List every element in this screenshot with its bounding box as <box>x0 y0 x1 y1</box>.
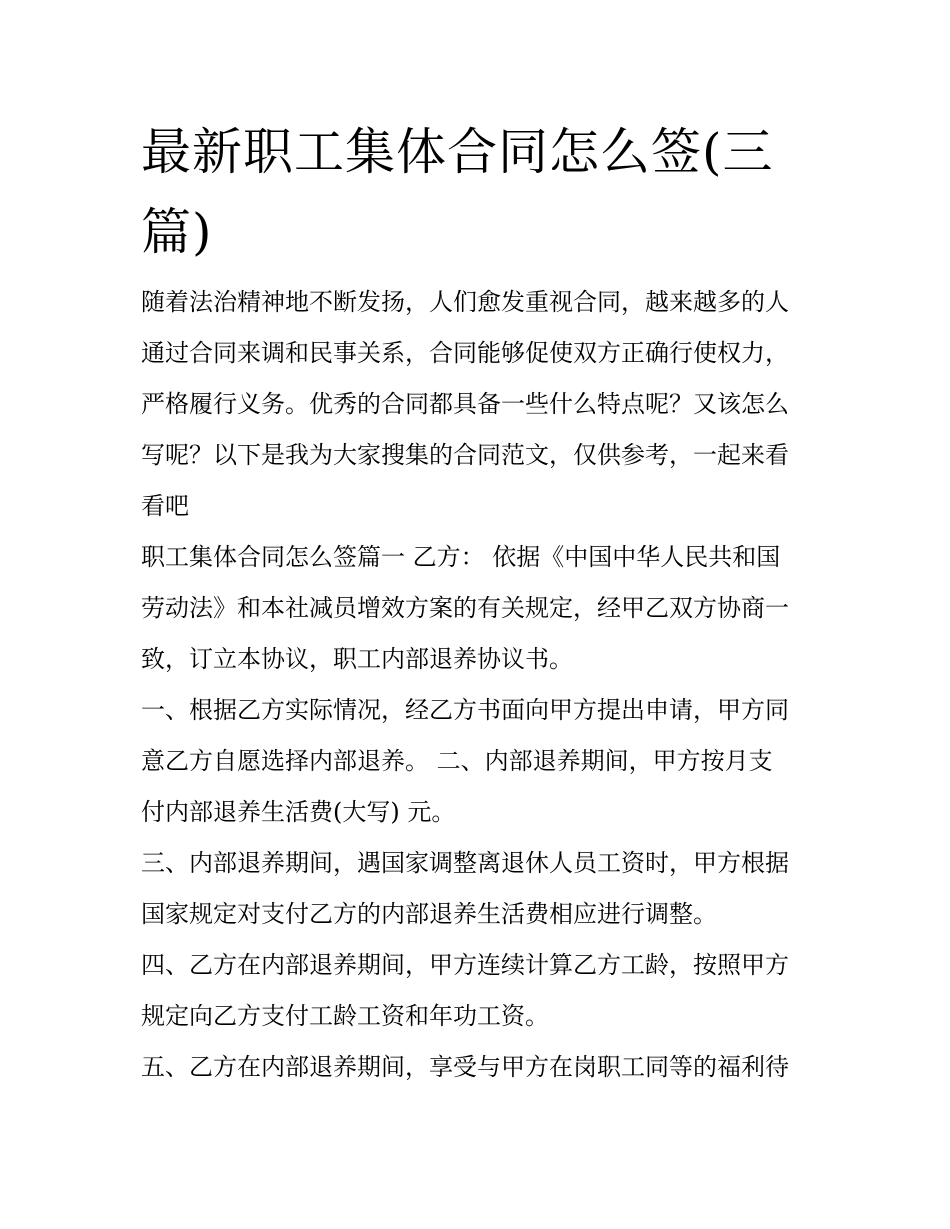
text-line: 严格履行义务。优秀的合同都具备一些什么特点呢？又该怎么 <box>141 390 789 418</box>
text-line: 规定向乙方支付工龄工资和年功工资。 <box>141 1002 549 1030</box>
text-line: 付内部退养生活费(大写) 元。 <box>141 798 456 826</box>
text-line: 意乙方自愿选择内部退养。 二、内部退养期间，甲方按月支 <box>141 747 773 775</box>
text-line: 通过合同来调和民事关系，合同能够促使双方正确行使权力， <box>141 339 789 367</box>
text-line: 致，订立本协议，职工内部退养协议书。 <box>141 645 573 673</box>
document-title <box>141 112 821 272</box>
text-line: 五、乙方在内部退养期间，享受与甲方在岗职工同等的福利待 <box>141 1053 789 1081</box>
text-line: 三、内部退养期间，遇国家调整离退休人员工资时，甲方根据 <box>141 849 789 877</box>
text-line: 职工集体合同怎么签篇一 乙方： 依据《中国中华人民共和国 <box>141 543 781 571</box>
title-line-1: 最新职工集体合同怎么签(三 <box>141 123 774 181</box>
text-line: 国家规定对支付乙方的内部退养生活费相应进行调整。 <box>141 900 717 928</box>
paragraph-clause-3 <box>141 838 813 940</box>
text-line: 随着法治精神地不断发扬，人们愈发重视合同，越来越多的人 <box>141 288 789 316</box>
text-line: 四、乙方在内部退养期间，甲方连续计算乙方工龄，按照甲方 <box>141 951 789 979</box>
text-line: 劳动法》和本社减员增效方案的有关规定，经甲乙双方协商一 <box>141 594 789 622</box>
paragraph-contract-preamble <box>141 532 813 685</box>
paragraph-clause-5 <box>141 1042 813 1093</box>
paragraph-intro <box>141 277 813 532</box>
text-line: 一、根据乙方实际情况，经乙方书面向甲方提出申请，甲方同 <box>141 696 789 724</box>
text-line: 看吧 <box>141 492 189 520</box>
document-body <box>141 277 813 1093</box>
text-line: 写呢？以下是我为大家搜集的合同范文，仅供参考，一起来看 <box>141 441 789 469</box>
paragraph-clause-1-2 <box>141 685 813 838</box>
title-line-2: 篇) <box>141 203 213 261</box>
paragraph-clause-4 <box>141 940 813 1042</box>
